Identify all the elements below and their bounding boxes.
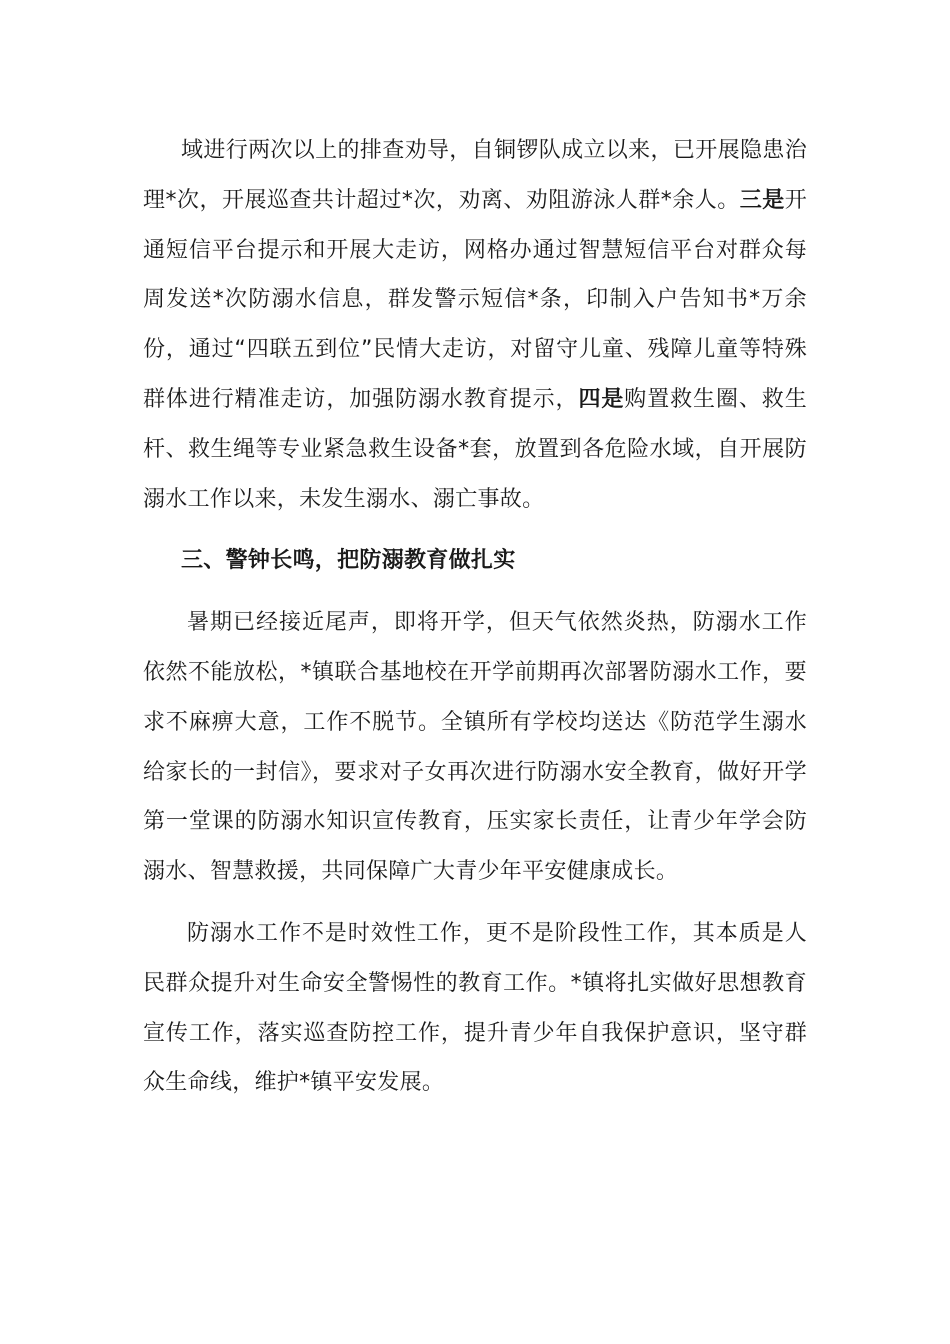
paragraph-text: 开通短信平台提示和开展大走访，网格办通过智慧短信平台对群众每周发送*次防溺水信息，群发警示短信*条，印制入户告知书*万余份，通过“四联五到位”民情大走访，对留守儿童、残障儿童等特殊群体进行精准走访，加强防溺水教育提示，: [143, 187, 807, 412]
bold-marker-three: 三是: [739, 187, 785, 213]
paragraph-summer: 暑期已经接近尾声，即将开学，但天气依然炎热，防溺水工作依然不能放松，*镇联合基地校在开学前期再次部署防溺水工作，要求不麻痹大意，工作不脱节。全镇所有学校均送达《防范学生溺水给家长的一封信》，要求对子女再次进行防溺水安全教育，做好开学第一堂课的防溺水知识宣传教育，压实家长责任，让青少年学会防溺水、智慧救援，共同保障广大青少年平安健康成长。: [143, 610, 807, 885]
paragraph-conclusion: 防溺水工作不是时效性工作，更不是阶段性工作，其本质是人民群众提升对生命安全警惕性的教育工作。*镇将扎实做好思想教育宣传工作，落实巡查防控工作，提升青少年自我保护意识，坚守群众生命线，维护*镇平安发展。: [143, 920, 807, 1096]
document-page: [143, 126, 807, 1108]
paragraph-continuation: [143, 126, 807, 524]
paragraph-text: 域进行两次以上的排查劝导，自铜锣队成立以来，已开展隐患治理*次，开展巡查共计超过*次，劝离、劝阻游泳人群*余人。: [143, 138, 807, 213]
bold-marker-four: 四是: [578, 386, 625, 412]
paragraph-text: 购置救生圈、救生杆、救生绳等专业紧急救生设备*套，放置到各危险水域，自开展防溺水工作以来，未发生溺水、溺亡事故。: [143, 386, 808, 512]
section-heading: 三、警钟长鸣，把防溺教育做扎实: [181, 548, 516, 574]
